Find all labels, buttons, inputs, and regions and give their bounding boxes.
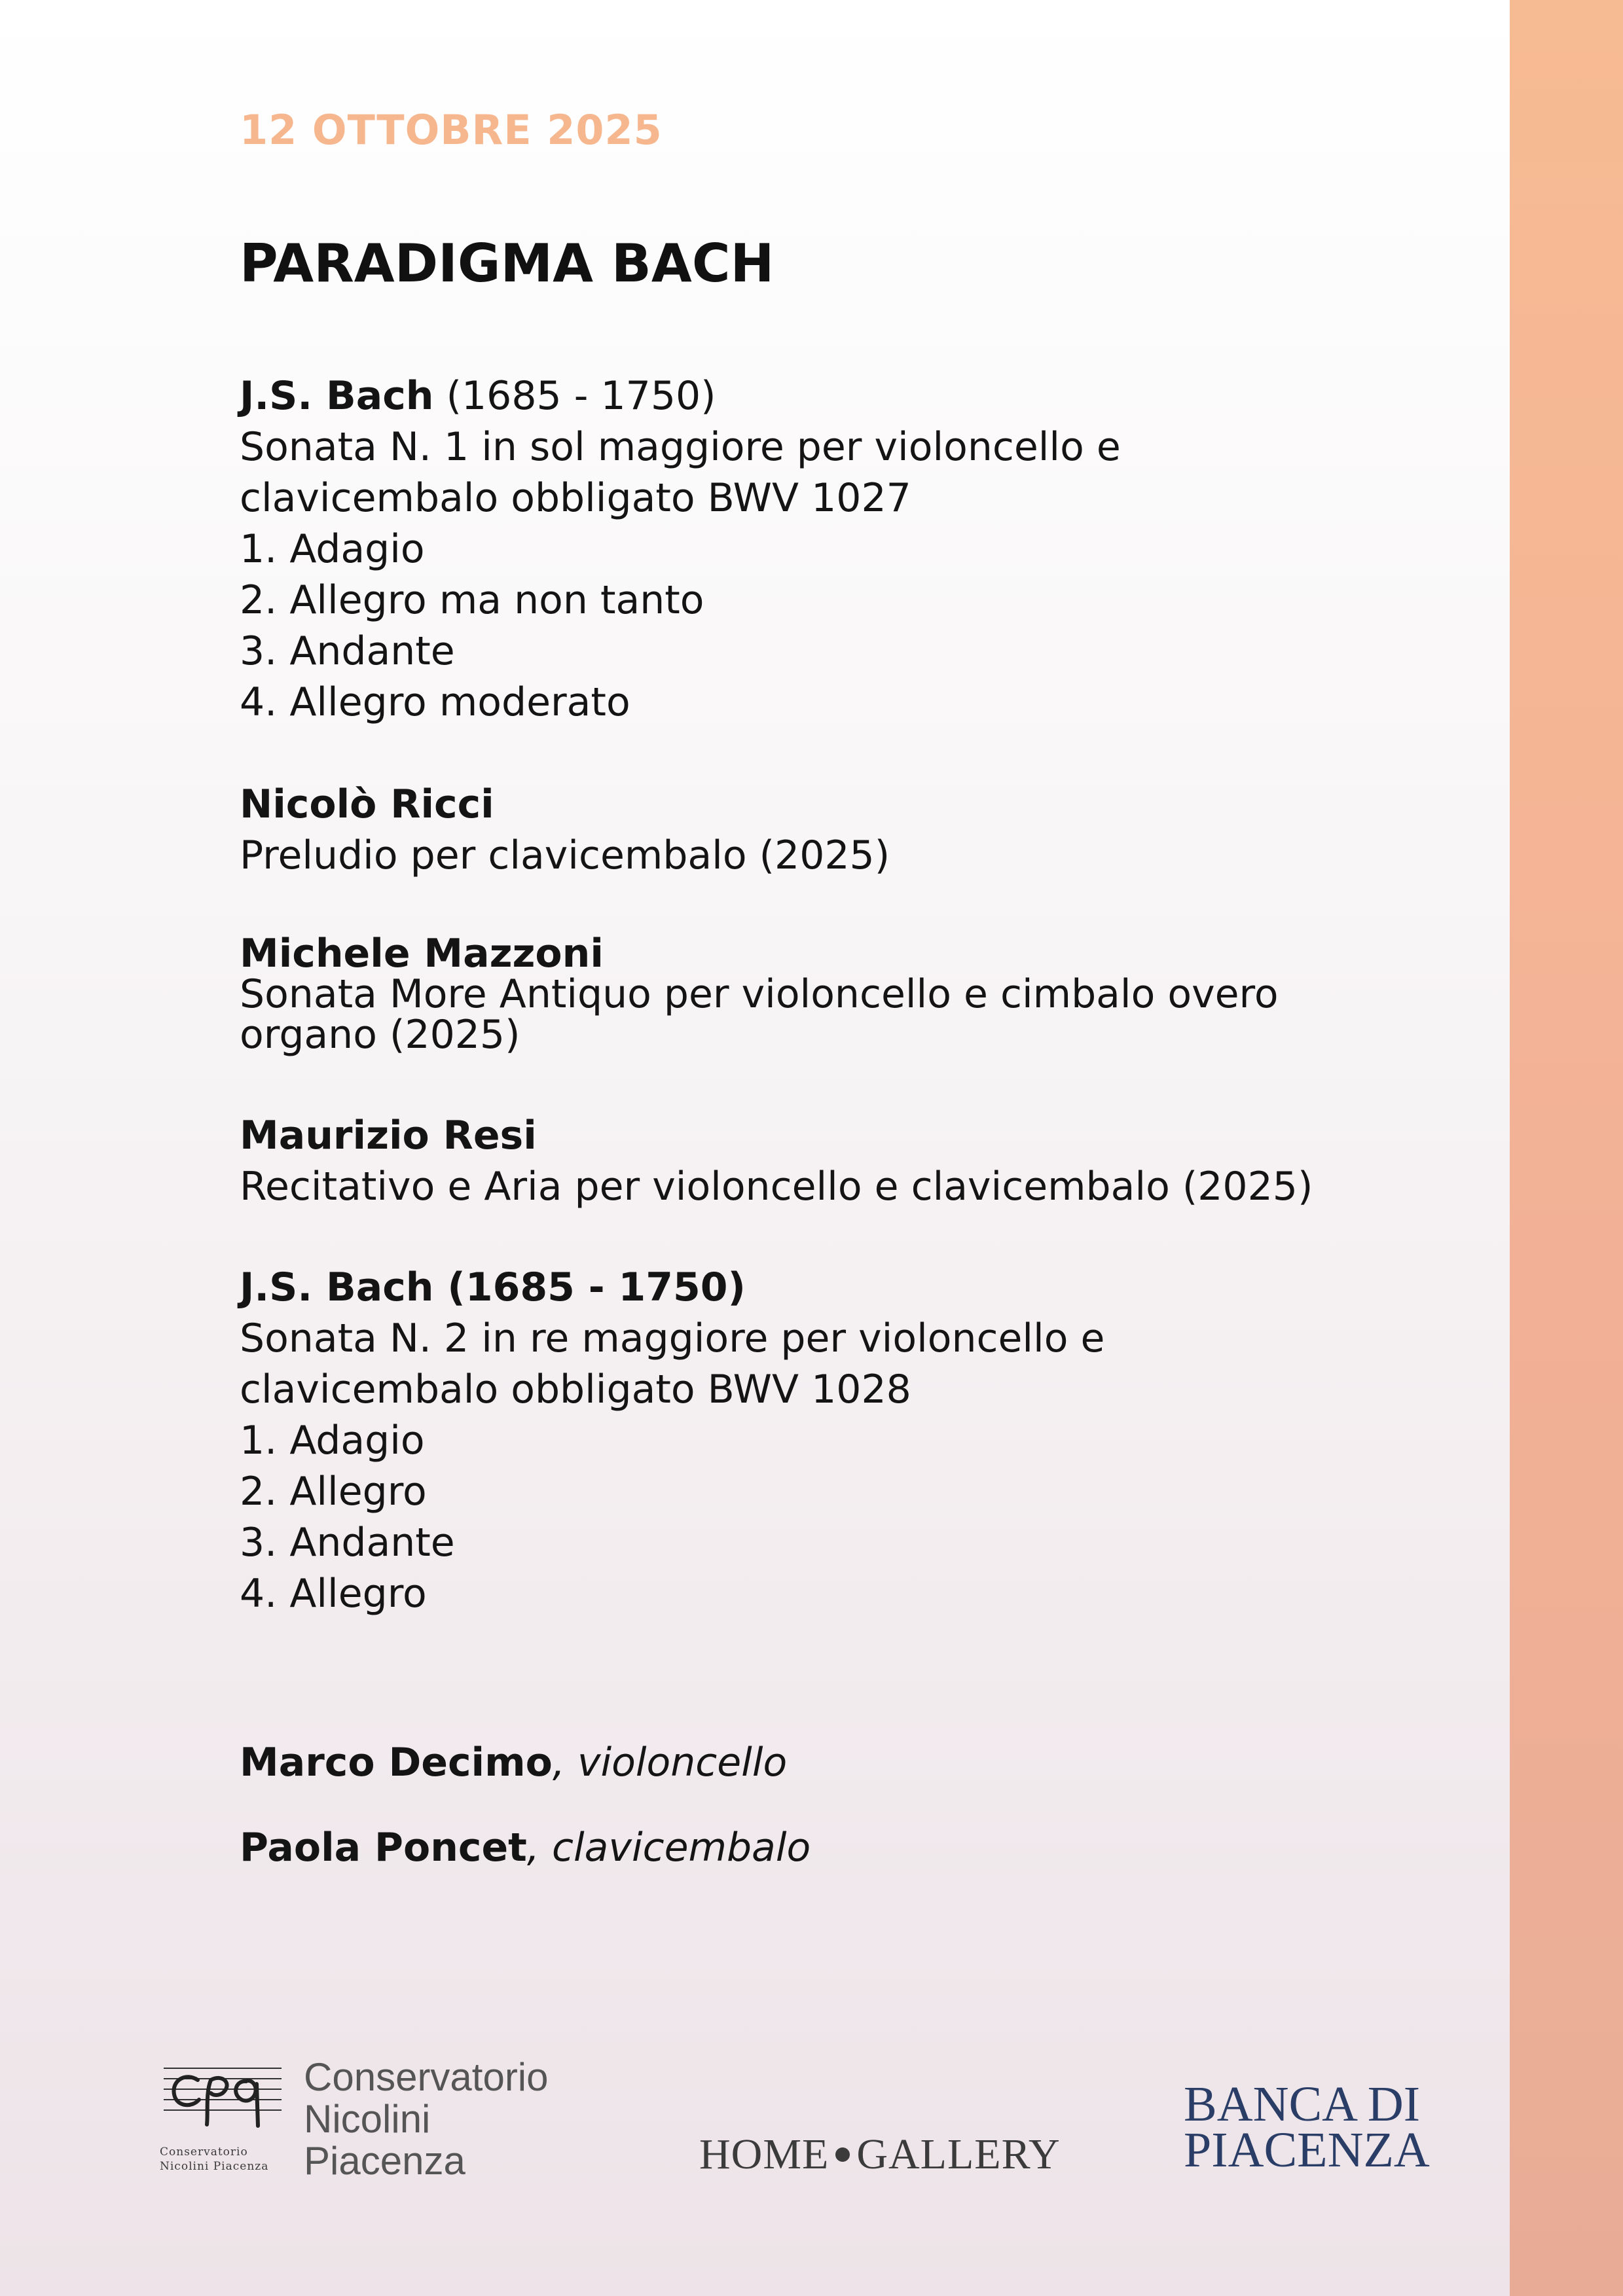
- concert-title: PARADIGMA BACH: [240, 233, 775, 294]
- piece1-header: [240, 370, 716, 422]
- performer-2-role: , clavicembalo: [526, 1825, 811, 1871]
- home-gallery-right: GALLERY: [856, 2130, 1061, 2178]
- piece5-movement-1: 1. Adagio: [240, 1418, 425, 1463]
- event-date: 12 OTTOBRE 2025: [240, 106, 663, 154]
- conservatorio-name-line1: Conservatorio: [304, 2055, 549, 2099]
- piece1-title-line1: Sonata N. 1 in sol maggiore per violoncello e: [240, 424, 1121, 470]
- conservatorio-name-line3: Piacenza: [304, 2139, 465, 2183]
- piece1-movement-4: 4. Allegro moderato: [240, 679, 630, 725]
- piece4-title: Recitativo e Aria per violoncello e clavicembalo (2025): [240, 1164, 1313, 1210]
- piece1-movement-3: 3. Andante: [240, 628, 455, 674]
- piece2-title: Preludio per clavicembalo (2025): [240, 833, 890, 878]
- home-gallery-dot-icon: [835, 2147, 850, 2162]
- conservatorio-small-line2: Nicolini Piacenza: [160, 2160, 269, 2173]
- piece4-composer: Maurizio Resi: [240, 1113, 537, 1158]
- piece1-years: (1685 - 1750): [433, 373, 716, 419]
- piece5-title-line1: Sonata N. 2 in re maggiore per violoncello e: [240, 1316, 1105, 1361]
- performer-1-name: Marco Decimo: [240, 1740, 553, 1785]
- piece1-composer: J.S. Bach: [240, 373, 434, 419]
- piece3-title-line1: Sonata More Antiquo per violoncello e cimbalo overo: [240, 971, 1279, 1017]
- piece1-movement-2: 2. Allegro ma non tanto: [240, 577, 704, 623]
- piece2-composer: Nicolò Ricci: [240, 781, 494, 827]
- banca-line2: PIACENZA: [1184, 2123, 1430, 2178]
- performer-1: [240, 1737, 787, 1788]
- banca-line1: BANCA DI: [1184, 2077, 1421, 2132]
- performer-2-name: Paola Poncet: [240, 1825, 527, 1871]
- piece5-title-line2: clavicembalo obbligato BWV 1028: [240, 1367, 911, 1412]
- piece5-composer: J.S. Bach (1685 - 1750): [240, 1265, 746, 1310]
- performer-2: [240, 1822, 811, 1873]
- conservatorio-logo: [160, 2047, 579, 2191]
- piece3-composer: Michele Mazzoni: [240, 931, 604, 977]
- conservatorio-name-line2: Nicolini: [304, 2097, 431, 2141]
- banca-di-piacenza-logo: [1184, 2077, 1430, 2178]
- conservatorio-emblem-icon: [160, 2054, 284, 2139]
- side-color-band: [1510, 0, 1623, 2296]
- piece5-movement-3: 3. Andante: [240, 1520, 455, 1566]
- performer-1-role: , violoncello: [552, 1740, 788, 1785]
- conservatorio-small-line1: Conservatorio: [160, 2145, 248, 2159]
- home-gallery-logo: [699, 2130, 1061, 2179]
- home-gallery-left: HOME: [699, 2130, 830, 2178]
- piece3-title-line2: organo (2025): [240, 1012, 520, 1058]
- piece5-movement-4: 4. Allegro: [240, 1571, 427, 1617]
- piece5-movement-2: 2. Allegro: [240, 1469, 427, 1515]
- piece1-title-line2: clavicembalo obbligato BWV 1027: [240, 475, 911, 521]
- piece1-movement-1: 1. Adagio: [240, 526, 425, 572]
